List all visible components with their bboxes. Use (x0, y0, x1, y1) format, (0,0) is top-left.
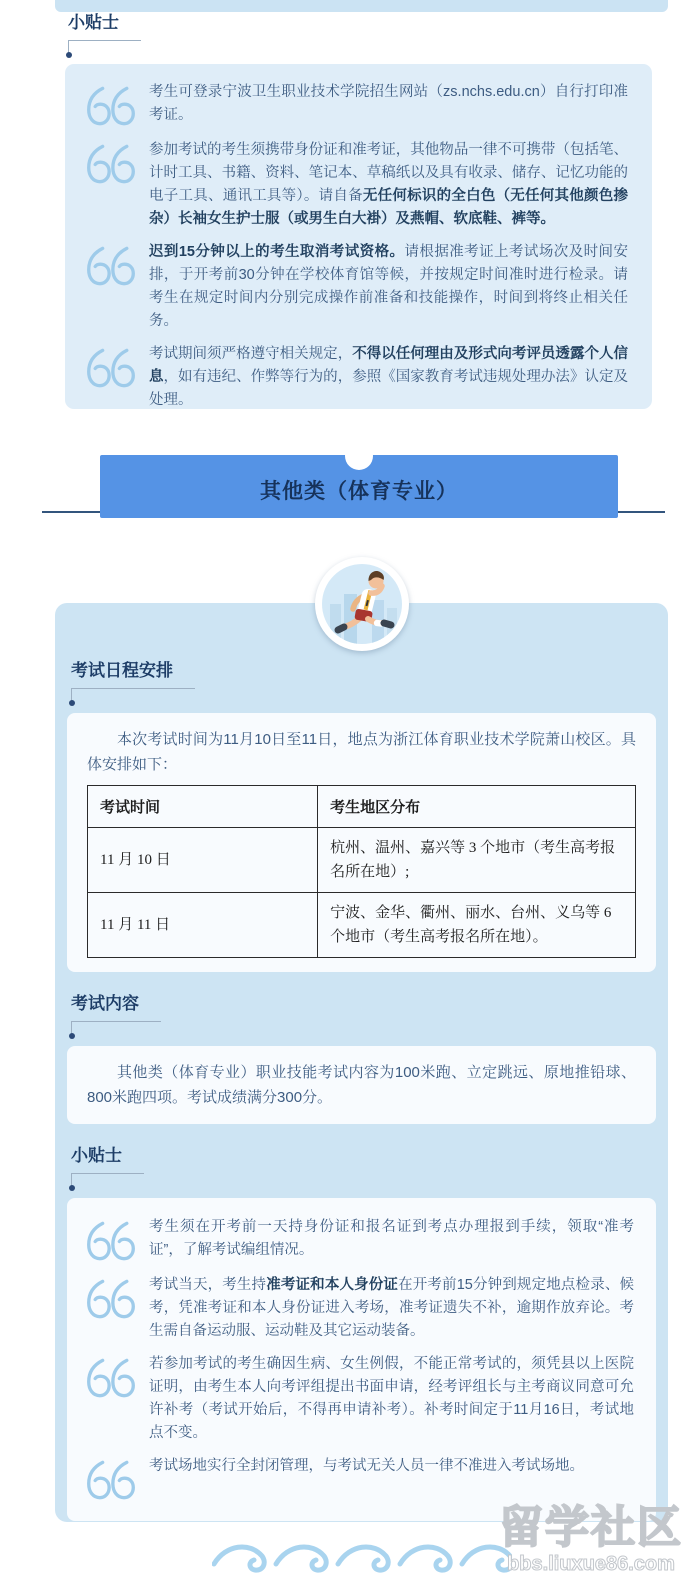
schedule-header (71, 661, 668, 707)
content-header (71, 994, 668, 1040)
section-banner (100, 455, 618, 518)
site-watermark (491, 1503, 691, 1575)
tip-text: 考试当天，考生持准考证和本人身份证在开考前15分钟到规定地点检录、候考，凭准考证和本人身份证进入考场，准考证遗失不补，逾期作放弃论。考生需自备运动服、运动鞋及其它运动装备。 (149, 1277, 634, 1339)
schedule-table (87, 785, 636, 958)
tip-item (85, 1274, 634, 1343)
tips-bottom-title: 小贴士 (71, 1146, 144, 1174)
tip-text: 若参加考试的考生确因生病、女生例假，不能正常考试的，须凭县以上医院证明，由考生本人向考评组提出书面申请，经考评组长与主考商议同意可允许补考（考试开始后，不得再申请补考）。补考时间定于11月16日，考试地点不变。 (149, 1356, 634, 1441)
double-quote-icon (85, 244, 137, 289)
section-banner-label: 其他类（体育专业） (260, 479, 458, 503)
table-cell: 11 月 10 日 (88, 828, 318, 893)
previous-box-edge (55, 0, 668, 12)
watermark-logo-text: 留学社区 (499, 1503, 683, 1552)
double-quote-icon (85, 84, 137, 129)
runner-icon (314, 556, 410, 652)
col-header-region: 考生地区分布 (318, 786, 636, 828)
tip-item (85, 1455, 634, 1503)
double-quote-icon (85, 1458, 137, 1503)
double-quote-icon (85, 346, 137, 391)
watermark-url-text: bbs.liuxue86.com (507, 1553, 675, 1575)
tips-top-header (68, 13, 141, 59)
section-banner-area (42, 455, 665, 519)
tip-text: 考试期间须严格遵守相关规定，不得以任何理由及形式向考评员透露个人信息，如有违纪、作弊等行为的，参照《国家教育考试违规处理办法》认定及处理。 (149, 346, 628, 408)
table-cell: 杭州、温州、嘉兴等 3 个地市（考生高考报名所在地）; (318, 828, 636, 893)
tip-item (85, 81, 628, 129)
banner-notch (345, 442, 373, 470)
table-body (88, 828, 636, 958)
tips-top-title: 小贴士 (68, 13, 141, 41)
col-header-time: 考试时间 (88, 786, 318, 828)
content-title: 考试内容 (71, 994, 161, 1022)
tip-item (85, 1353, 634, 1445)
double-quote-icon (85, 1219, 137, 1264)
tips-top-box (65, 64, 652, 409)
table-row (88, 893, 636, 958)
tip-text: 考生须在开考前一天持身份证和报名证到考点办理报到手续，领取“准考证”，了解考试编组情况。 (149, 1219, 634, 1258)
double-quote-icon (85, 1277, 137, 1322)
schedule-box (67, 713, 656, 972)
header-dot (69, 700, 75, 706)
table-cell: 宁波、金华、衢州、丽水、台州、义乌等 6 个地市（考生高考报名所在地）。 (318, 893, 636, 958)
header-dot (66, 52, 72, 58)
tip-text: 考生可登录宁波卫生职业技术学院招生网站（zs.nchs.edu.cn）自行打印准考证。 (149, 84, 628, 123)
sports-section-container (55, 603, 668, 1522)
double-quote-icon (85, 1356, 137, 1401)
tips-bottom-header (71, 1146, 668, 1192)
table-row (88, 828, 636, 893)
tip-item (85, 1216, 634, 1264)
tip-text: 迟到15分钟以上的考生取消考试资格。请根据准考证上考试场次及时间安排，于开考前30分钟在学校体育馆等候，并按规定时间准时进行检录。请考生在规定时间内分别完成操作前准备和技能操作，时间到将终止相关任务。 (149, 244, 628, 329)
content-text: 其他类（体育专业）职业技能考试内容为100米跑、立定跳远、原地推铅球、800米跑四项。考试成绩满分300分。 (87, 1064, 636, 1106)
tip-item (85, 241, 628, 333)
tip-item (85, 343, 628, 409)
table-cell: 11 月 11 日 (88, 893, 318, 958)
header-dot (69, 1185, 75, 1191)
wave-decoration-icon (212, 1534, 512, 1580)
tip-text: 考试场地实行全封闭管理，与考试无关人员一律不准进入考试场地。 (149, 1458, 584, 1474)
tips-bottom-box (67, 1198, 656, 1521)
tip-text: 参加考试的考生须携带身份证和准考证，其他物品一律不可携带（包括笔、计时工具、书籍、资料、笔记本、草稿纸以及具有收录、储存、记忆功能的电子工具、通讯工具等）。请自备无任何标识的全白色（无任何其他颜色掺杂）长袖女生护士服（或男生白大褂）及燕帽、软底鞋、裤等。 (149, 142, 629, 227)
content-box (67, 1046, 656, 1124)
double-quote-icon (85, 142, 137, 187)
schedule-title: 考试日程安排 (71, 661, 195, 689)
header-dot (69, 1033, 75, 1039)
table-header-row (88, 786, 636, 828)
tip-item (85, 139, 628, 231)
schedule-intro: 本次考试时间为11月10日至11日，地点为浙江体育职业技术学院萧山校区。具体安排如下： (87, 731, 636, 773)
